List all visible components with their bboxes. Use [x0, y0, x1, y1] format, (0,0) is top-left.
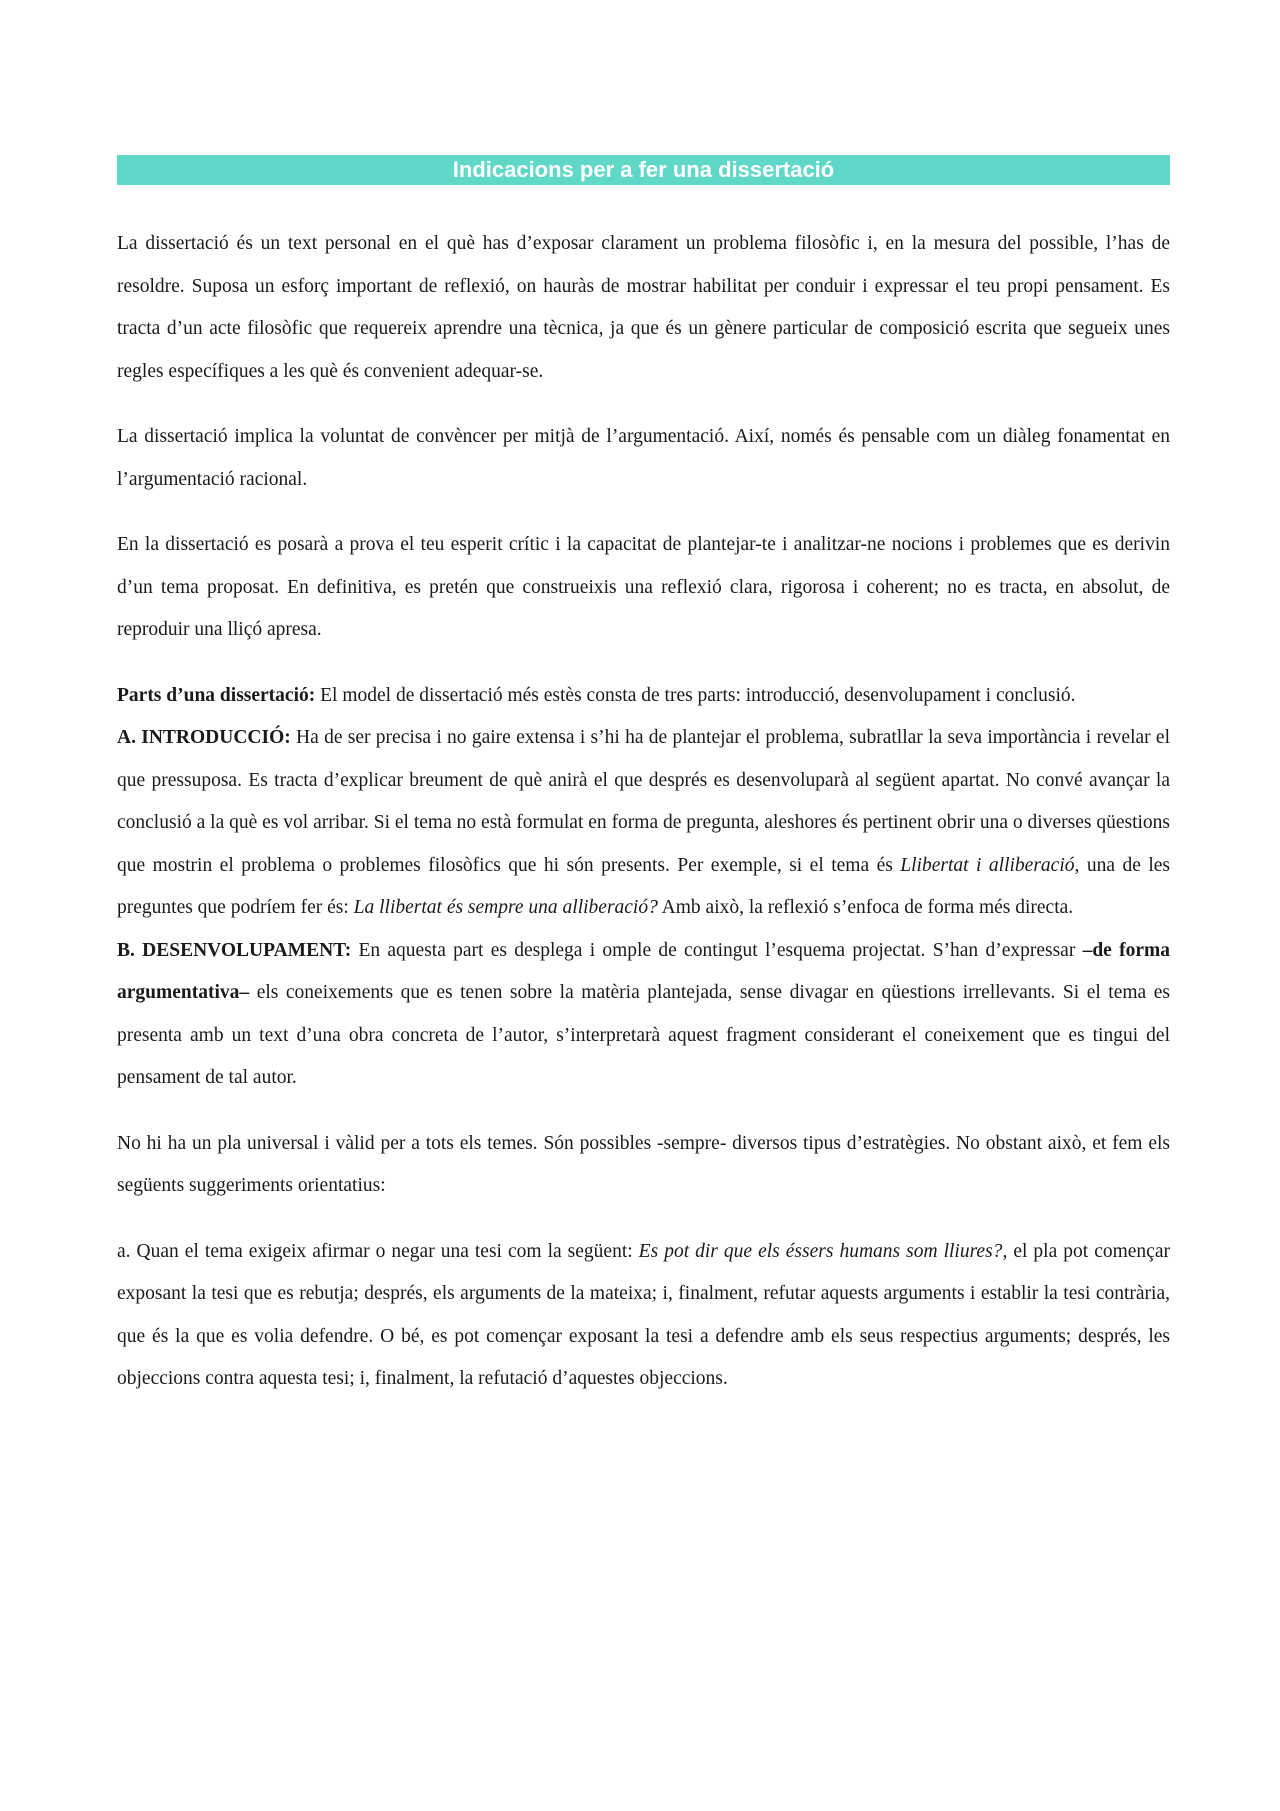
section-a-text-3: Amb això, la reflexió s’enfoca de forma més directa. — [657, 897, 1074, 918]
section-b-paragraph — [117, 930, 1170, 1100]
item-a-text-1: a. Quan el tema exigeix afirmar o negar una tesi com la següent: — [117, 1240, 639, 1262]
section-a-text-2: , una de les preguntes que podríem fer és: — [117, 854, 1170, 918]
section-a-text-1: Ha de ser precisa i no gaire extensa i s’hi ha de plantejar el problema, subratllar la seva importància i revelar el que pressuposa. Es tracta d’explicar breument de què anirà el que després es desenvoluparà al següent apartat. No convé avançar la conclusió a la què es vol arribar. Si el tema no està formulat en forma de pregunta, aleshores és pertinent obrir una o diverses qüestions que mostrin el problema o problemes filosòfics que hi són presents. Per exemple, si el tema és — [117, 727, 1170, 876]
section-a-label: A. INTRODUCCIÓ: — [117, 727, 291, 748]
plans-paragraph: No hi ha un pla universal i vàlid per a tots els temes. Són possibles -sempre- diversos tipus d’estratègies. No obstant això, et fem els següents suggeriments orientatius: — [117, 1132, 1170, 1196]
section-a-example-topic: Llibertat i alliberació — [900, 854, 1075, 876]
intro-paragraph-1: La dissertació és un text personal en el què has d’exposar clarament un problema filosòfic i, en la mesura del possible, l’has de resoldre. Suposa un esforç important de reflexió, on hauràs de mostrar habilitat per conduir i expressar el teu propi pensament. Es tracta d’un acte filosòfic que requereix aprendre una tècnica, ja que és un gènere particular de composició escrita que segueix unes regles específiques a les què és convenient adequar-se. — [117, 233, 1170, 382]
section-b-emphasis: –de forma argumentativa– — [117, 939, 1170, 1003]
item-a-example: Es pot dir que els éssers humans som lliures? — [638, 1240, 1003, 1262]
intro-paragraph-2: La dissertació implica la voluntat de convèncer per mitjà de l’argumentació. Així, només és pensable com un diàleg fonamentat en l’argumentació racional. — [117, 426, 1170, 490]
item-a-text-2: , el pla pot començar exposant la tesi que es rebutja; després, els arguments de la mateixa; i, finalment, refutar aquests arguments i establir la tesi contrària, que és la que es volia defendre. O bé, es pot començar exposant la tesi a defendre amb els seus respectius arguments; després, les objeccions contra aquesta tesi; i, finalment, la refutació d’aquestes objeccions. — [117, 1240, 1170, 1389]
section-b-text-2: els coneixements que es tenen sobre la matèria plantejada, sense divagar en qüestions irrellevants. Si el tema es presenta amb un text d’una obra concreta de l’autor, s’interpretarà aquest fragment considerant el coneixement que es tingui del pensament de tal autor. — [117, 982, 1170, 1088]
parts-paragraph — [117, 675, 1170, 718]
parts-text: El model de dissertació més estès consta de tres parts: introducció, desenvolupament i conclusió. — [315, 684, 1076, 706]
item-a-paragraph — [117, 1231, 1170, 1401]
parts-label: Parts d’una dissertació: — [117, 684, 316, 706]
intro-paragraph-3: En la dissertació es posarà a prova el teu esperit crític i la capacitat de plantejar-te i analitzar-ne nocions i problemes que es derivin d’un tema proposat. En definitiva, es pretén que construeixis una reflexió clara, rigorosa i coherent; no es tracta, en absolut, de reproduir una lliçó apresa. — [117, 534, 1170, 640]
section-b-text-1: En aquesta part es desplega i omple de contingut l’esquema projectat. S’han d’expressar — [351, 939, 1083, 961]
section-b-label: B. DESENVOLUPAMENT: — [117, 939, 352, 961]
document-title: Indicacions per a fer una dissertació — [117, 155, 1170, 185]
section-a-example-question: La llibertat és sempre una alliberació? — [353, 897, 658, 918]
document-page — [117, 155, 1170, 1401]
section-a-paragraph — [117, 717, 1170, 930]
